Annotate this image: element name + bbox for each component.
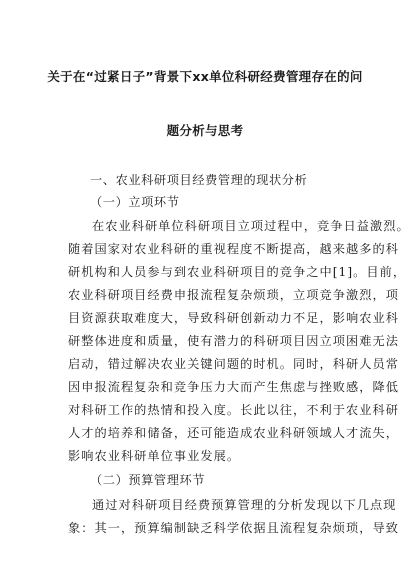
paragraph-1-line: 在农业科研单位科研项目立项过程中，竞争日益激烈。 bbox=[92, 219, 410, 233]
section-heading: 一、农业科研项目经费管理的现状分析 bbox=[90, 173, 308, 187]
subsection-heading-2: （二）预算管理环节 bbox=[90, 473, 206, 487]
paragraph-1-line: 目资源获取难度大，导致科研创新动力不足，影响农业科 bbox=[68, 311, 399, 325]
paragraph-1-line: 启动，错过解决农业关键问题的时机。同时，科研人员常 bbox=[68, 357, 399, 371]
paragraph-2-line: 通过对科研项目经费预算管理的分析发现以下几点现 bbox=[92, 498, 397, 512]
paragraph-2-line: 象：其一，预算编制缺乏科学依据且流程复杂烦琐，导致 bbox=[68, 521, 399, 535]
paragraph-1-line: 影响农业科研单位事业发展。 bbox=[68, 449, 241, 463]
paragraph-1-line: 人才的培养和储备，还可能造成农业科研领域人才流失， bbox=[68, 426, 399, 440]
paragraph-1-line: 因申报流程复杂和竞争压力大而产生焦虑与挫败感，降低 bbox=[68, 380, 399, 394]
paragraph-1-line: 研整体进度和质量，使有潜力的科研项目因立项困难无法 bbox=[68, 334, 399, 348]
paragraph-1-line: 农业科研项目经费申报流程复杂烦琐，立项竞争激烈，项 bbox=[68, 288, 399, 302]
subsection-heading-1: （一）立项环节 bbox=[90, 195, 180, 209]
document-title-line-2: 题分析与思考 bbox=[166, 123, 244, 138]
paragraph-1-line: 随着国家对农业科研的重视程度不断提高，越来越多的科 bbox=[68, 242, 399, 256]
document-title-line-1: 关于在“过紧日子”背景下xx单位科研经费管理存在的问 bbox=[47, 69, 363, 84]
paragraph-1-line: 对科研工作的热情和投入度。长此以往，不利于农业科研 bbox=[68, 403, 399, 417]
paragraph-1-line: 研机构和人员参与到农业科研项目的竞争之中[1]。目前， bbox=[68, 265, 407, 279]
